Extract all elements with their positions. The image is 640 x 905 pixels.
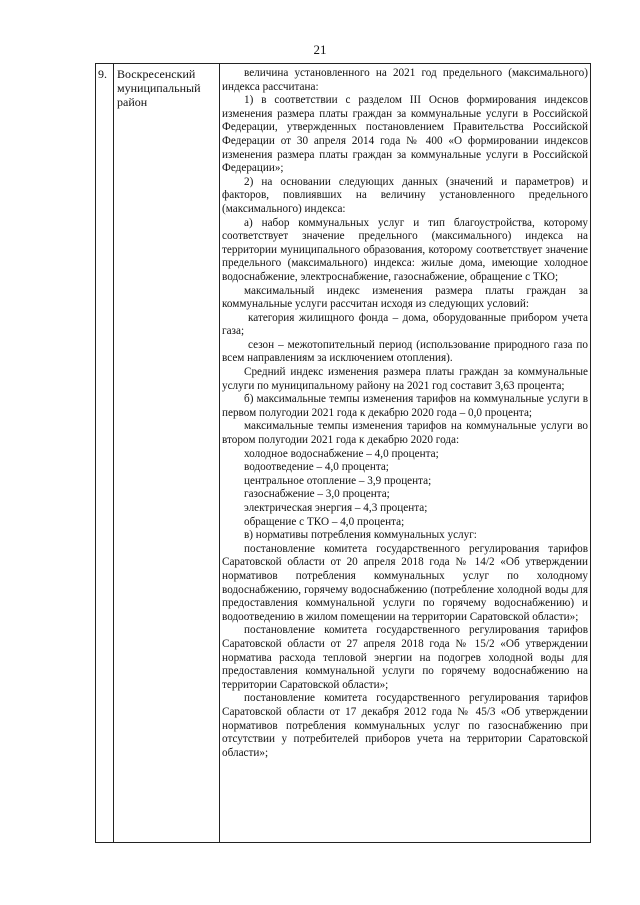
row-number: 9. (98, 67, 107, 81)
paragraph: 2) на основании следующих данных (значений и параметров) и факторов, повлиявших на величину установленного предельного (максимального) индекса: (222, 175, 588, 215)
paragraph: холодное водоснабжение – 4,0 процента; (244, 447, 439, 460)
paragraph: 1) в соответствии с разделом III Основ формирования индексов изменения размера платы граждан за коммунальные услуги в Российской Федерации, утвержденных постановлением Правительства Российской Федерации от 30 апреля 2014 года № 400 «О формировании индексов изменения размера платы граждан за коммунальные услуги в Российской Федерации»; (222, 94, 588, 175)
paragraph: в) нормативы потребления коммунальных услуг: (244, 529, 477, 542)
paragraph: максимальные темпы изменения тарифов на коммунальные услуги во втором полугодии 2021 года к декабрю 2020 года: (222, 420, 588, 447)
paragraph: категория жилищного фонда – дома, оборудованные прибором учета газа; (222, 311, 588, 338)
paragraph: постановление комитета государственного регулирования тарифов Саратовской области от 27 апреля 2018 года № 15/2 «Об утверждении норматива расхода тепловой энергии на подогрев холодной воды для предоставления коммунальной услуги по горячему водоснабжению на территории Саратовской области»; (222, 624, 588, 691)
column-divider (219, 64, 220, 842)
paragraph: постановление комитета государственного регулирования тарифов Саратовской области от 20 апреля 2018 года № 14/2 «Об утверждении нормативов потребления коммунальных услуг по холодному водоснабжению, горячему водоснабжению (потребление холодной воды для предоставления коммунальной услуги по горячему водоснабжению) и водоотведению в жилом помещении на территории Саратовской области»; (222, 542, 588, 623)
paragraph: максимальный индекс изменения размера платы граждан за коммунальные услуги рассчитан исходя из следующих условий: (222, 284, 588, 311)
paragraph: сезон – межотопительный период (использование природного газа по всем направлениям за исключением отопления). (222, 338, 588, 365)
paragraph: постановление комитета государственного регулирования тарифов Саратовской области от 17 декабря 2012 года № 45/3 «Об утверждении нормативов потребления коммунальных услуг по газоснабжению при отсутствии у потребителей приборов учета на территории Саратовской области»; (222, 692, 588, 759)
paragraph: обращение с ТКО – 4,0 процента; (244, 515, 405, 528)
column-divider (113, 64, 114, 842)
paragraph: электрическая энергия – 4,3 процента; (244, 502, 428, 514)
region-name: Воскресенский муниципальный район (117, 67, 201, 109)
paragraph: б) максимальные темпы изменения тарифов на коммунальные услуги в первом полугодии 2021 года к декабрю 2020 года – 0,0 процента; (222, 393, 588, 419)
row-content (222, 67, 588, 760)
paragraph: Средний индекс изменения размера платы граждан за коммунальные услуги по муниципальному району на 2021 год составит 3,63 процента; (222, 366, 588, 392)
paragraph: газоснабжение – 3,0 процента; (244, 488, 390, 501)
paragraph: величина установленного на 2021 год предельного (максимального) индекса рассчитана: (222, 67, 588, 93)
paragraph: центральное отопление – 3,9 процента; (244, 474, 432, 487)
paragraph: водоотведение – 4,0 процента; (244, 461, 389, 474)
page-number: 21 (313, 42, 327, 57)
paragraph: а) набор коммунальных услуг и тип благоустройства, которому соответствует значение предельного (максимального) индекса на территории муниципального образования, которому соответствует значение предельного (максимального) индекса: жилые дома, имеющие холодное водоснабжение, электроснабжение, газоснабжение, обращение с ТКО; (222, 216, 588, 283)
document-table (95, 63, 591, 843)
